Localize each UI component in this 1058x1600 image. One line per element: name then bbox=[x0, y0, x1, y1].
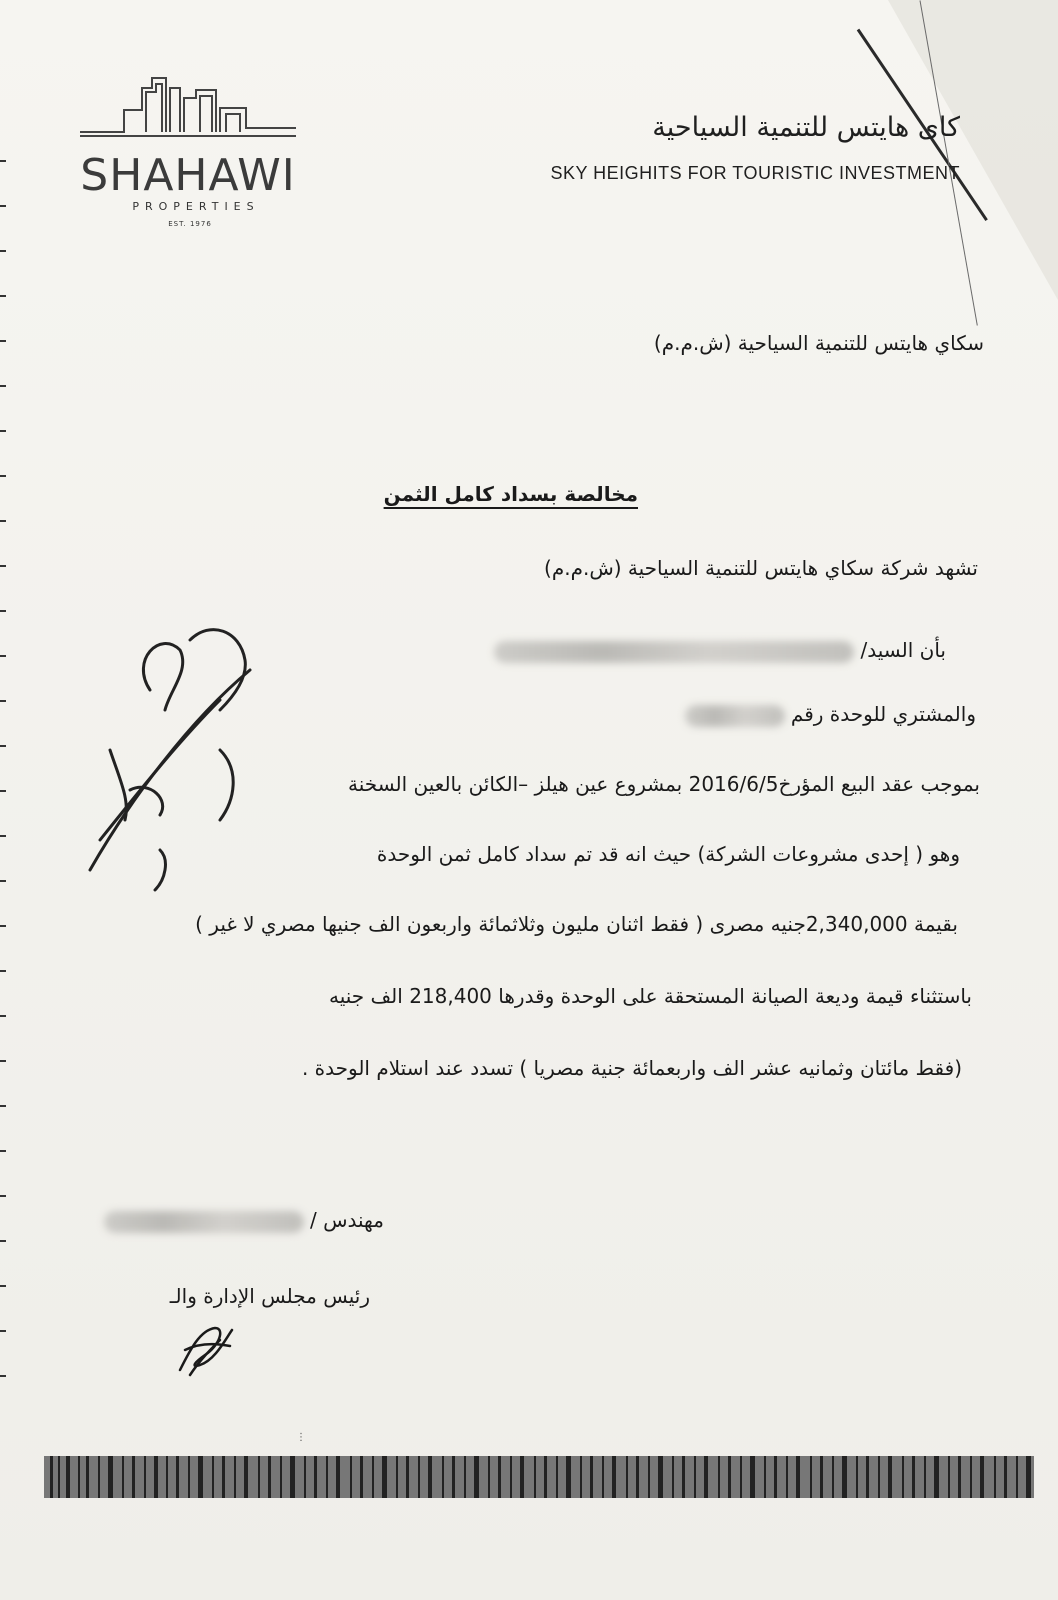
handwritten-annotation bbox=[70, 600, 270, 900]
body-line-2 bbox=[494, 638, 946, 663]
body-line-7: باستثناء قيمة وديعة الصيانة المستحقة على الوحدة وقدرها 218,400 الف جنيه bbox=[328, 984, 972, 1008]
shahawi-logo bbox=[80, 74, 296, 234]
shahawi-subtitle: PROPERTIES bbox=[132, 200, 260, 213]
unit-label: والمشتري للوحدة رقم bbox=[790, 702, 976, 726]
sky-heights-logo-english: SKY HEIGHITS FOR TOURISTIC INVESTMENT bbox=[550, 163, 960, 183]
barcode-strip bbox=[44, 1456, 1034, 1498]
shahawi-wordmark: SHAHAWI bbox=[80, 150, 296, 201]
redacted-unit-number bbox=[685, 705, 785, 727]
company-name: سكاي هايتس للتنمية السياحية (ش.م.م) bbox=[653, 331, 984, 355]
redacted-name bbox=[494, 641, 854, 663]
signer-role: رئيس مجلس الإدارة والـ bbox=[169, 1284, 370, 1308]
skyline-icon bbox=[80, 74, 296, 154]
body-line-3 bbox=[685, 702, 976, 727]
signature-scribble bbox=[170, 1320, 240, 1380]
body-line-5: وهو ( إحدى مشروعات الشركة) حيث انه قد تم سداد كامل ثمن الوحدة bbox=[376, 842, 960, 866]
shahawi-established: EST. 1976 bbox=[168, 220, 212, 228]
body-line-8: (فقط مائتان وثمانيه عشر الف واربعمائة جنية مصريا ) تسدد عند استلام الوحدة . bbox=[301, 1056, 962, 1080]
mr-label: بأن السيد/ bbox=[860, 638, 946, 662]
page-corner-fold bbox=[888, 0, 1058, 300]
barcode-mark: ⋮ bbox=[296, 1432, 306, 1443]
redacted-signer-name bbox=[104, 1211, 304, 1233]
signature-name-line bbox=[104, 1208, 384, 1233]
engineer-label: مهندس / bbox=[310, 1208, 384, 1232]
document-title: مخالصة بسداد كامل الثمن bbox=[383, 482, 638, 506]
body-line-6: بقيمة 2,340,000جنيه مصرى ( فقط اثنان مليون وثلاثمائة واربعون الف جنيها مصري لا غير ) bbox=[195, 912, 958, 936]
body-line-1: تشهد شركة سكاي هايتس للتنمية السياحية (ش.م.م) bbox=[544, 556, 978, 580]
body-line-4: بموجب عقد البيع المؤرخ2016/6/5 بمشروع عين هيلز –الكائن بالعين السخنة bbox=[348, 772, 980, 796]
sky-heights-logo-arabic: كاى هايتس للتنمية السياحية bbox=[652, 112, 960, 143]
left-edge-marks bbox=[0, 0, 8, 1600]
